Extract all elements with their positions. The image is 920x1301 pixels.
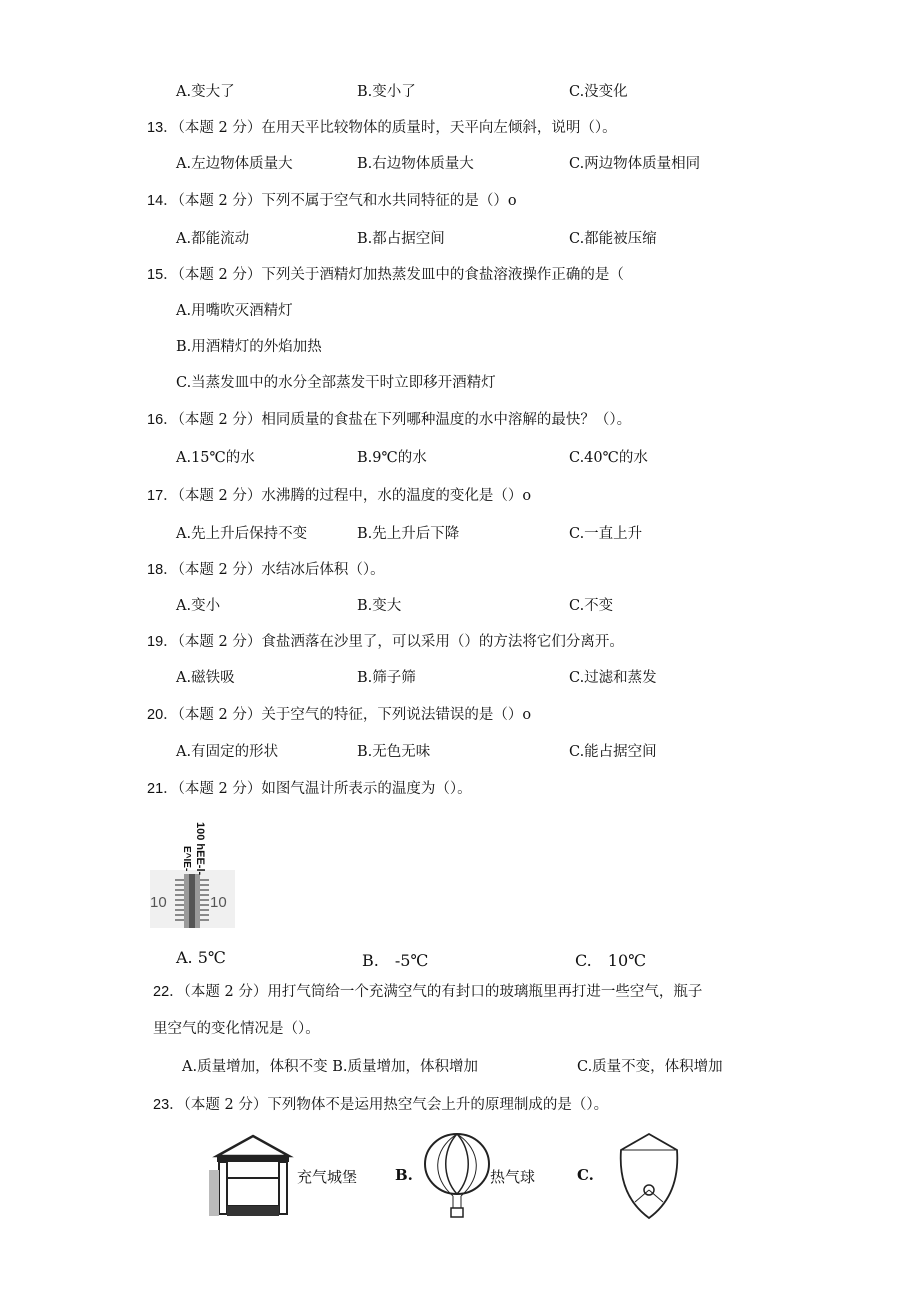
option-b: B.无色无味 [357,744,431,760]
option-c: C.40℃的水 [569,450,648,466]
question-15 [147,263,624,284]
option-a-b: A.质量增加，体积不变 B.质量增加，体积增加 [182,1059,478,1075]
question-text: ．（本题 2 分）水结冰后体积（）。 [163,562,385,578]
thermometer-top-label: 100 hEE-l- [194,822,206,876]
question-20 [147,703,531,724]
question-number: 17 [147,488,164,504]
option-a: A.15℃的水 [176,450,255,466]
question-17 [147,484,531,505]
question-text: ．（本题 2 分）下列关于酒精灯加热蒸发皿中的食盐溶液操作正确的是（ [163,267,624,283]
option-a: A.变小 [176,598,221,614]
question-19 [147,630,624,651]
option-a: A. 5℃ [176,948,226,967]
option-c: C.没变化 [569,84,628,100]
options-figure [205,1130,695,1225]
option-a: A.变大了 [176,84,235,100]
question-13 [147,116,617,137]
question-number: 18 [147,562,164,578]
option-c: C.过滤和蒸发 [569,670,657,686]
question-number: 15 [147,267,164,283]
question-18 [147,558,385,579]
option-c: C.质量不变，体积增加 [577,1059,723,1075]
question-text: ．（本题 2 分）水沸腾的过程中，水的温度的变化是（）o [163,488,532,504]
option-b: B.都占据空间 [357,231,445,247]
question-number: 16 [147,412,164,428]
option-a: A.都能流动 [176,231,250,247]
option-b: B.筛子筛 [357,670,416,686]
option-a: A.磁铁吸 [176,670,235,686]
bouncy-castle-icon [205,1130,300,1222]
question-text: ．（本题 2 分）下列不属于空气和水共同特征的是（）o [163,193,517,209]
question-text: ．（本题 2 分）如图气温计所表示的温度为（）。 [163,781,472,797]
option-b: B.变小了 [357,84,416,100]
question-21 [147,777,472,798]
option-c: C.都能被压缩 [569,231,657,247]
hot-air-balloon-icon [420,1130,495,1222]
option-c: C.两边物体质量相同 [569,156,701,172]
option-c: C.不变 [569,598,614,614]
question-text: ．（本题 2 分）在用天平比较物体的质量时，天平向左倾斜，说明（）。 [163,120,617,136]
option-c: C.当蒸发皿中的水分全部蒸发干时立即移开酒精灯 [176,375,496,391]
option-a: A.左边物体质量大 [176,156,293,172]
question-14 [147,189,517,210]
thermometer-figure [148,820,248,930]
option-b: B.右边物体质量大 [357,156,474,172]
question-22 [153,980,702,1001]
option-c: C.能占据空间 [569,744,657,760]
question-number: 22 [153,984,170,1000]
option-b-label: 热气球 [490,1168,536,1186]
question-text: ．（本题 2 分）食盐洒落在沙里了，可以采用（）的方法将它们分离开。 [163,634,624,650]
thermometer-side-label: E^IE- [181,846,192,872]
option-b: B.先上升后下降 [357,526,460,542]
question-16 [147,408,631,429]
thermometer-left-number: 10 [150,894,167,911]
thermometer-right-number: 10 [210,894,227,911]
question-number: 23 [153,1097,170,1113]
question-22-continued: 里空气的变化情况是（）。 [153,1021,320,1037]
question-23 [153,1093,608,1114]
option-c: C.一直上升 [569,526,643,542]
option-a: A.先上升后保持不变 [176,526,308,542]
option-a: A.用嘴吹灭酒精灯 [176,303,293,319]
question-number: 21 [147,781,164,797]
question-text: ．（本题 2 分）关于空气的特征，下列说法错误的是（）o [163,707,532,723]
option-b: B.变大 [357,598,402,614]
question-number: 20 [147,707,164,723]
question-number: 13 [147,120,164,136]
question-number: 14 [147,193,164,209]
option-b: B.9℃的水 [357,450,427,466]
question-text: ．（本题 2 分）相同质量的食盐在下列哪种温度的水中溶解的最快？（）。 [163,412,632,428]
option-b: B.用酒精灯的外焰加热 [176,339,322,355]
option-c: C. 10℃ [575,951,647,970]
question-number: 19 [147,634,164,650]
option-b: B. -5℃ [362,951,429,970]
option-a: A.有固定的形状 [176,744,279,760]
option-c-marker: C. [577,1166,594,1184]
option-a-label: 充气城堡 [297,1168,358,1186]
question-text: ．（本题 2 分）下列物体不是运用热空气会上升的原理制成的是（）。 [169,1097,609,1113]
question-text: ．（本题 2 分）用打气筒给一个充满空气的有封口的玻璃瓶里再打进一些空气，瓶子 [169,984,703,1000]
sky-lantern-icon [613,1132,685,1224]
option-b-marker: B. [395,1166,413,1184]
